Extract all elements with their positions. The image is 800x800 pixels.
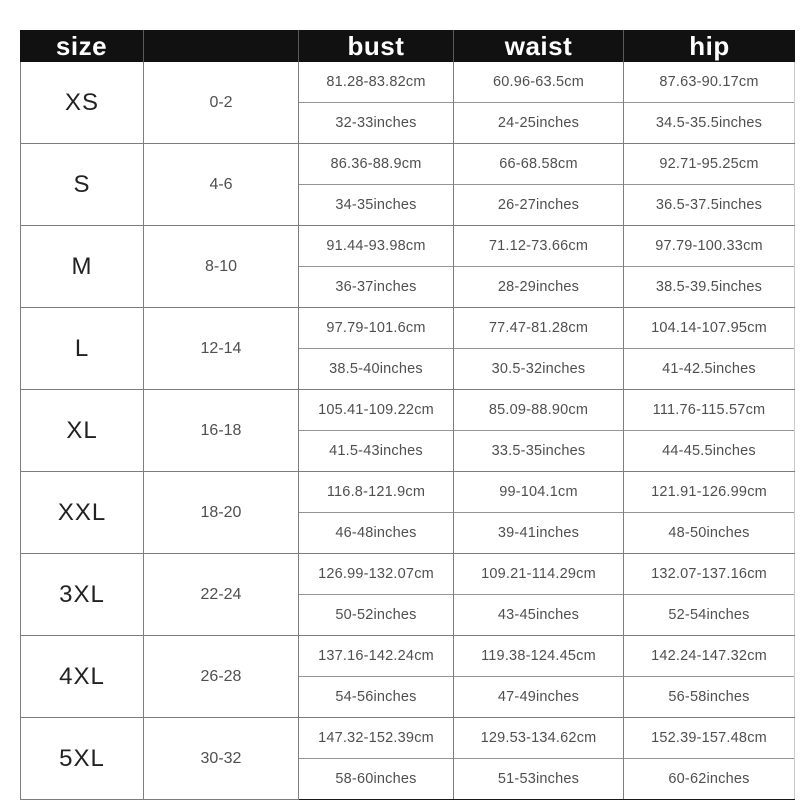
- size-label: XXL: [20, 472, 144, 553]
- header-bust: bust: [299, 30, 454, 62]
- size-range: 30-32: [144, 718, 299, 799]
- table-row: [20, 62, 795, 144]
- waist-cm-value: 99-104.1cm: [454, 472, 623, 513]
- hip-cell: [624, 390, 795, 471]
- size-label: S: [20, 144, 144, 225]
- size-range: 8-10: [144, 226, 299, 307]
- bust-inches-value: 54-56inches: [335, 689, 417, 705]
- bust-cell: [299, 144, 454, 225]
- size-range: 4-6: [144, 144, 299, 225]
- bust-cm-value: 137.16-142.24cm: [299, 636, 453, 677]
- bust-cell: [299, 62, 454, 143]
- bust-cell: [299, 472, 454, 553]
- hip-cm-value: 97.79-100.33cm: [624, 226, 794, 267]
- hip-cell: [624, 636, 795, 717]
- bust-inches-value: 46-48inches: [335, 525, 417, 541]
- waist-cell: [454, 62, 624, 143]
- size-label: XS: [20, 62, 144, 143]
- bust-cm-value: 86.36-88.9cm: [299, 144, 453, 185]
- size-label: 3XL: [20, 554, 144, 635]
- waist-cell: [454, 636, 624, 717]
- bust-cm-value: 147.32-152.39cm: [299, 718, 453, 759]
- bust-inches-value: 36-37inches: [335, 279, 417, 295]
- bust-cm-value: 116.8-121.9cm: [299, 472, 453, 513]
- waist-cm-value: 129.53-134.62cm: [454, 718, 623, 759]
- hip-cell: [624, 308, 795, 389]
- hip-inches-value: 44-45.5inches: [662, 443, 756, 459]
- bust-cell: [299, 636, 454, 717]
- waist-cell: [454, 226, 624, 307]
- bust-cell: [299, 308, 454, 389]
- size-range: 12-14: [144, 308, 299, 389]
- bust-cell: [299, 390, 454, 471]
- hip-inches-value: 34.5-35.5inches: [655, 115, 763, 131]
- waist-cm-value: 77.47-81.28cm: [454, 308, 623, 349]
- size-range: 0-2: [144, 62, 299, 143]
- size-chart-table: [20, 30, 795, 800]
- waist-inches-value: 47-49inches: [497, 689, 580, 705]
- header-waist: waist: [454, 30, 624, 62]
- hip-cm-value: 132.07-137.16cm: [624, 554, 794, 595]
- table-row: [20, 144, 795, 226]
- waist-inches-value: 43-45inches: [497, 607, 580, 623]
- bust-inches-value: 58-60inches: [335, 771, 417, 787]
- hip-cell: [624, 554, 795, 635]
- hip-cm-value: 92.71-95.25cm: [624, 144, 794, 185]
- table-row: [20, 636, 795, 718]
- waist-cell: [454, 472, 624, 553]
- bust-inches-value: 38.5-40inches: [329, 361, 423, 377]
- bust-cm-value: 97.79-101.6cm: [299, 308, 453, 349]
- waist-inches-value: 33.5-35inches: [491, 443, 586, 459]
- waist-cm-value: 119.38-124.45cm: [454, 636, 623, 677]
- hip-inches-value: 36.5-37.5inches: [655, 197, 763, 213]
- waist-cm-value: 109.21-114.29cm: [454, 554, 623, 595]
- hip-inches-value: 52-54inches: [668, 607, 750, 623]
- size-range: 26-28: [144, 636, 299, 717]
- bust-cell: [299, 718, 454, 799]
- size-label: L: [20, 308, 144, 389]
- waist-cell: [454, 144, 624, 225]
- waist-inches-value: 39-41inches: [497, 525, 580, 541]
- hip-cm-value: 121.91-126.99cm: [624, 472, 794, 513]
- bust-inches-value: 32-33inches: [335, 115, 417, 131]
- hip-cm-value: 142.24-147.32cm: [624, 636, 794, 677]
- size-label: M: [20, 226, 144, 307]
- waist-cell: [454, 308, 624, 389]
- table-header-row: [20, 30, 795, 62]
- hip-cell: [624, 226, 795, 307]
- waist-cell: [454, 718, 624, 799]
- waist-cell: [454, 390, 624, 471]
- waist-inches-value: 51-53inches: [497, 771, 580, 787]
- table-row: [20, 390, 795, 472]
- bust-cm-value: 91.44-93.98cm: [299, 226, 453, 267]
- hip-inches-value: 48-50inches: [668, 525, 750, 541]
- header-size-range: [144, 30, 299, 62]
- bust-inches-value: 34-35inches: [335, 197, 417, 213]
- size-label: 4XL: [20, 636, 144, 717]
- bust-cm-value: 126.99-132.07cm: [299, 554, 453, 595]
- bust-inches-value: 41.5-43inches: [329, 443, 423, 459]
- hip-cm-value: 87.63-90.17cm: [624, 62, 794, 103]
- size-range: 18-20: [144, 472, 299, 553]
- table-body: [20, 62, 795, 800]
- waist-cm-value: 60.96-63.5cm: [454, 62, 623, 103]
- size-range: 22-24: [144, 554, 299, 635]
- waist-inches-value: 30.5-32inches: [491, 361, 586, 377]
- waist-inches-value: 26-27inches: [497, 197, 580, 213]
- hip-inches-value: 60-62inches: [668, 771, 750, 787]
- bust-inches-value: 50-52inches: [335, 607, 417, 623]
- waist-inches-value: 28-29inches: [497, 279, 580, 295]
- header-hip: hip: [689, 30, 730, 61]
- hip-cell: [624, 472, 795, 553]
- table-row: [20, 472, 795, 554]
- size-range: 16-18: [144, 390, 299, 471]
- hip-cell: [624, 144, 795, 225]
- bust-cell: [299, 226, 454, 307]
- hip-inches-value: 41-42.5inches: [662, 361, 756, 377]
- hip-cell: [624, 62, 795, 143]
- bust-cm-value: 105.41-109.22cm: [299, 390, 453, 431]
- table-row: [20, 718, 795, 800]
- waist-cell: [454, 554, 624, 635]
- hip-cell: [624, 718, 795, 799]
- hip-cm-value: 152.39-157.48cm: [624, 718, 794, 759]
- waist-cm-value: 85.09-88.90cm: [454, 390, 623, 431]
- size-label: XL: [20, 390, 144, 471]
- bust-cell: [299, 554, 454, 635]
- waist-cm-value: 71.12-73.66cm: [454, 226, 623, 267]
- table-row: [20, 226, 795, 308]
- table-row: [20, 554, 795, 636]
- waist-inches-value: 24-25inches: [497, 115, 580, 131]
- hip-cm-value: 111.76-115.57cm: [624, 390, 794, 431]
- hip-cm-value: 104.14-107.95cm: [624, 308, 794, 349]
- header-size: size: [20, 30, 144, 62]
- waist-cm-value: 66-68.58cm: [454, 144, 623, 185]
- size-label: 5XL: [20, 718, 144, 799]
- hip-inches-value: 56-58inches: [668, 689, 750, 705]
- bust-cm-value: 81.28-83.82cm: [299, 62, 453, 103]
- table-row: [20, 308, 795, 390]
- hip-inches-value: 38.5-39.5inches: [655, 279, 763, 295]
